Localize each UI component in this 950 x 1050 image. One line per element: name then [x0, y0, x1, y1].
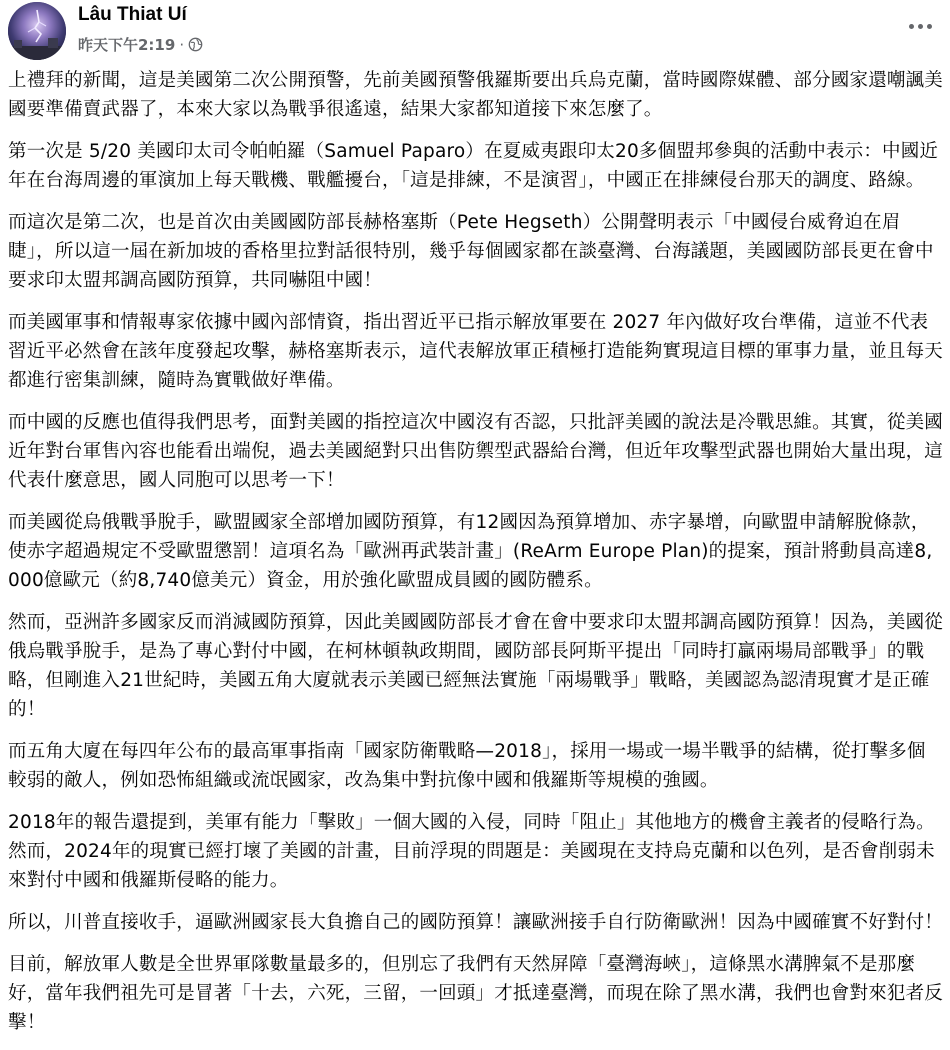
- more-options-button[interactable]: [902, 14, 938, 38]
- post-paragraph: 而美國軍事和情報專家依據中國內部情資，指出習近平已指示解放軍要在 2027 年內做好攻台準備，這並不代表習近平必然會在該年度發起攻擊，赫格塞斯表示，這代表解放軍正積極打造能夠實現這目標的軍事力量，並且每天都進行密集訓練，隨時為實戰做好準備。: [8, 312, 944, 391]
- globe-icon[interactable]: [188, 37, 203, 52]
- post-meta: [78, 34, 203, 55]
- more-options-icon: [909, 24, 914, 29]
- post-paragraph: 而五角大廈在每四年公布的最高軍事指南「國家防衛戰略—2018」，採用一場或一場半戰爭的結構，從打擊多個較弱的敵人，例如恐怖組織或流氓國家，改為集中對抗像中國和俄羅斯等規模的強國。: [8, 741, 926, 791]
- author-avatar[interactable]: [8, 2, 66, 60]
- post-paragraph: 所以，川普直接收手，逼歐洲國家長大負擔自己的國防預算！讓歐洲接手自行防衛歐洲！因為中國確實不好對付！: [8, 912, 944, 933]
- post-paragraph: 而這次是第二次，也是首次由美國國防部長赫格塞斯（Pete Hegseth）公開聲明表示「中國侵台威脅迫在眉睫」，所以這一屆在新加坡的香格里拉對話很特別，幾乎每個國家都在談臺灣、台海議題，美國國防部長更在會中要求印太盟邦調高國防預算，共同嚇阻中國！: [8, 212, 934, 291]
- post-timestamp[interactable]: 昨天下午2:19: [78, 36, 176, 54]
- post-body: [8, 66, 944, 1050]
- post-header: [0, 0, 950, 64]
- post-paragraph: 第一次是 5/20 美國印太司令帕帕羅（Samuel Paparo）在夏威夷跟印太20多個盟邦參與的活動中表示：中國近年在台海周邊的軍演加上每天戰機、戰艦擾台，「這是排練，不是演習」，中國正在排練侵台那天的調度、路線。: [8, 141, 939, 191]
- more-options-icon-dot: [918, 24, 923, 29]
- post-paragraph: 2018年的報告還提到，美軍有能力「擊敗」一個大國的入侵，同時「阻止」其他地方的機會主義者的侵略行為。然而，2024年的現實已經打壞了美國的計畫，目前浮現的問題是：美國現在支持烏克蘭和以色列，是否會削弱未來對付中國和俄羅斯侵略的能力。: [8, 812, 935, 891]
- post-paragraph: 而美國從烏俄戰爭脫手，歐盟國家全部增加國防預算，有12國因為預算增加、赤字暴增，向歐盟申請解脫條款，使赤字超過規定不受歐盟懲罰！這項名為「歐洲再武裝計畫」(ReArm Europe Plan)的提案，預計將動員高達8,000億歐元（約8,740億美元）資金，用於強化歐盟成員國的國防體系。: [8, 512, 933, 591]
- more-options-icon-dot: [927, 24, 932, 29]
- author-name[interactable]: Lâu Thiat Uí: [78, 4, 187, 25]
- meta-separator: ·: [179, 35, 185, 54]
- post-paragraph: 然而，亞洲許多國家反而消減國防預算，因此美國國防部長才會在會中要求印太盟邦調高國防預算！因為，美國從俄烏戰爭脫手，是為了專心對付中國，在柯林頓執政期間，國防部長阿斯平提出「同時打贏兩場局部戰爭」的戰略，但剛進入21世紀時，美國五角大廈就表示美國已經無法實施「兩場戰爭」戰略，美國認為認清現實才是正確的！: [8, 612, 944, 720]
- post-paragraph: 目前，解放軍人數是全世界軍隊數量最多的，但別忘了我們有天然屏障「臺灣海峽」，這條黑水溝脾氣不是那麼好，當年我們祖先可是冒著「十去，六死，三留，一回頭」才抵達臺灣，而現在除了黑水溝，我們也會對來犯者反擊！: [8, 954, 944, 1033]
- post-paragraph: 上禮拜的新聞，這是美國第二次公開預警，先前美國預警俄羅斯要出兵烏克蘭，當時國際媒體、部分國家還嘲諷美國要準備賣武器了，本來大家以為戰爭很遙遠，結果大家都知道接下來怎麼了。: [8, 70, 944, 120]
- avatar-image: [8, 2, 66, 60]
- post-paragraph: 而中國的反應也值得我們思考，面對美國的指控這次中國沒有否認，只批評美國的說法是冷戰思維。其實，從美國近年對台軍售內容也能看出端倪，過去美國絕對只出售防禦型武器給台灣，但近年攻擊型武器也開始大量出現，這代表什麼意思，國人同胞可以思考一下！: [8, 412, 944, 491]
